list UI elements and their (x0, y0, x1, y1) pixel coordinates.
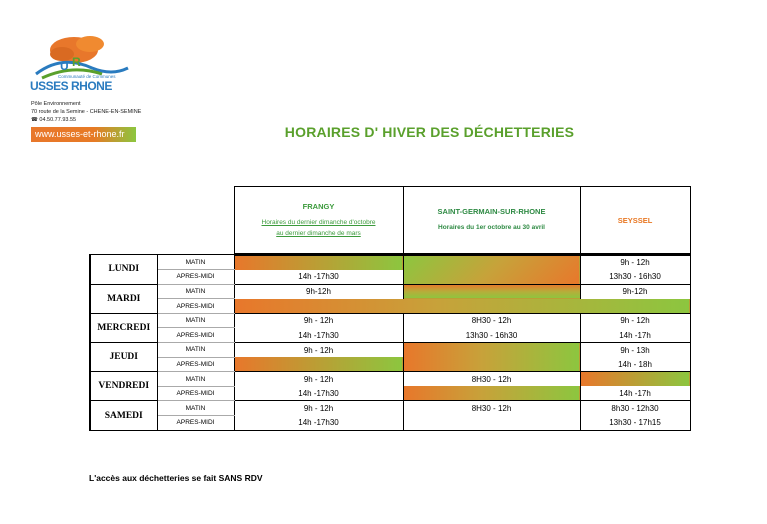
slot-label: APRES-MIDI (157, 357, 234, 372)
website-link[interactable]: www.usses-et-rhone.fr (31, 127, 136, 142)
hours-cell: 13h30 - 16h30 (403, 328, 580, 343)
footer-note: L'accès aux déchetteries se fait SANS RDV (89, 473, 263, 483)
day-label: LUNDI (90, 255, 157, 285)
org-department: Pôle Environnement (31, 101, 81, 107)
hours-cell (580, 372, 690, 387)
slot-label: APRES-MIDI (157, 328, 234, 343)
table-row (90, 255, 690, 270)
hours-cell: 14h -17h (580, 328, 690, 343)
page-title: HORAIRES D' HIVER DES DÉCHETTERIES (284, 124, 575, 140)
hours-cell: 14h -17h30 (234, 416, 403, 431)
table-row (90, 343, 690, 358)
hours-cell: 9h - 12h (234, 401, 403, 416)
slot-label: MATIN (157, 343, 234, 358)
hours-cell: 13h30 - 16h30 (580, 270, 690, 285)
site-name: FRANGY (302, 201, 335, 211)
hours-cell: 8H30 - 12h (403, 313, 580, 328)
hours-cell: 14h - 18h (580, 357, 690, 372)
hours-cell: 9h-12h (580, 284, 690, 299)
day-label: MARDI (90, 284, 157, 313)
table-row (90, 386, 690, 401)
hours-cell (403, 343, 580, 372)
hours-cell (403, 416, 580, 431)
hours-cell: 9h - 12h (580, 255, 690, 270)
hours-cell: 13h30 - 17h15 (580, 416, 690, 431)
slot-label: APRES-MIDI (157, 299, 234, 314)
hours-cell (234, 255, 403, 270)
hours-cell (403, 386, 580, 401)
site-period: Horaires du 1er octobre au 30 avril (438, 224, 545, 231)
table-row (90, 357, 690, 372)
hours-cell (234, 357, 403, 372)
hours-cell: 9h - 13h (580, 343, 690, 358)
table-row (90, 328, 690, 343)
header-blank (90, 187, 234, 255)
hours-cell (403, 255, 580, 285)
site-name: SEYSSEL (617, 215, 653, 225)
table-row (90, 401, 690, 416)
table-row (90, 372, 690, 387)
site-name: SAINT-GERMAIN-SUR-RHONE (437, 207, 546, 216)
slot-label: APRES-MIDI (157, 270, 234, 285)
logo-name: USSES RHONE (30, 79, 112, 93)
hours-cell: 9h - 12h (234, 343, 403, 358)
hours-cell: 9h - 12h (234, 313, 403, 328)
org-phone: ☎ 04.50.77.93.55 (31, 117, 77, 123)
hours-cell: 14h -17h (580, 386, 690, 401)
site-header-saint-germain (403, 187, 580, 255)
day-label: JEUDI (90, 343, 157, 372)
svg-text:U: U (60, 59, 69, 73)
table-row (90, 270, 690, 285)
slot-label: APRES-MIDI (157, 416, 234, 431)
logo-subtitle: Communauté de Communes (58, 74, 116, 79)
site-header-seyssel (580, 187, 690, 255)
hours-cell: 14h -17h30 (234, 270, 403, 285)
hours-cell (234, 299, 690, 314)
hours-cell: 9h - 12h (234, 372, 403, 387)
table-row (90, 416, 690, 431)
org-address: 70 route de la Semine - CHENE-EN-SEMINE (31, 109, 142, 115)
hours-cell: 14h -17h30 (234, 386, 403, 401)
hours-cell: 14h -17h30 (234, 328, 403, 343)
slot-label: MATIN (157, 284, 234, 299)
table-row (90, 313, 690, 328)
schedule-table (89, 186, 691, 431)
slot-label: APRES-MIDI (157, 386, 234, 401)
site-period: Horaires du dernier dimanche d'octobre au dernier dimanche de mars (261, 218, 376, 237)
hours-cell: 8H30 - 12h (403, 401, 580, 416)
slot-label: MATIN (157, 313, 234, 328)
hours-cell: 8H30 - 12h (403, 372, 580, 387)
slot-label: MATIN (157, 401, 234, 416)
site-header-frangy (234, 187, 403, 255)
slot-label: MATIN (157, 255, 234, 270)
hours-cell: 8h30 - 12h30 (580, 401, 690, 416)
table-row (90, 299, 690, 314)
hours-cell (403, 284, 580, 299)
day-label: SAMEDI (90, 401, 157, 430)
hours-cell: 9h - 12h (580, 313, 690, 328)
table-row (90, 284, 690, 299)
day-label: MERCREDI (90, 313, 157, 342)
slot-label: MATIN (157, 372, 234, 387)
day-label: VENDREDI (90, 372, 157, 401)
hours-cell: 9h-12h (234, 284, 403, 299)
svg-text:R: R (72, 55, 81, 69)
